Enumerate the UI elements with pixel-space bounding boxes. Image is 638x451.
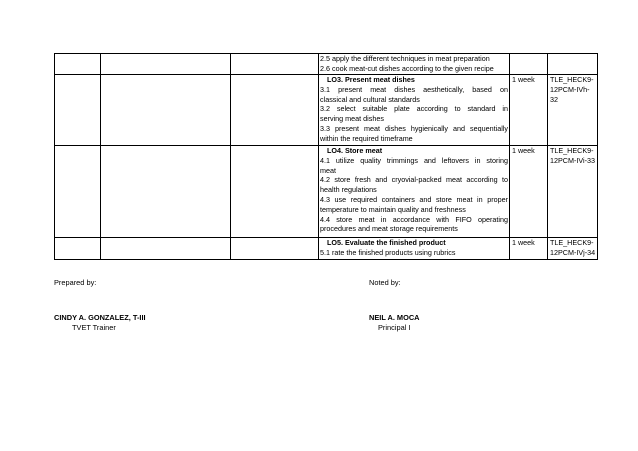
empty-cell: [55, 146, 101, 238]
code-line: TLE_HECK9-: [550, 238, 594, 247]
content-line: 4.4 store meat in accordance with FIFO operating: [320, 214, 508, 224]
code-line: 12PCM-IVj-34: [550, 247, 596, 257]
code-cell: [548, 238, 598, 260]
code-line: TLE_HECK9-: [550, 146, 594, 155]
noted-by-name: NEIL A. MOCA: [369, 313, 420, 322]
empty-cell: [101, 238, 231, 260]
lo-heading: LO5. Evaluate the finished product: [327, 238, 446, 247]
code-line: 12PCM-IVh-: [550, 84, 590, 94]
table-row: [55, 238, 598, 260]
content-line: 4.3 use required containers and store meat in proper: [320, 194, 508, 204]
content-line: 3.3 present meat dishes hygienically and sequentially: [320, 123, 508, 133]
duration-cell: [510, 146, 548, 238]
empty-cell: [231, 75, 319, 146]
content-line: 2.6 cook meat-cut dishes according to the given recipe: [320, 63, 494, 73]
code-cell: [548, 146, 598, 238]
empty-cell: [231, 54, 319, 75]
curriculum-table: [54, 53, 598, 260]
duration-cell: [510, 54, 548, 75]
lo-heading: LO4. Store meat: [327, 146, 383, 155]
content-line: 3.2 select suitable plate according to standard in: [320, 104, 508, 114]
content-cell: [319, 238, 510, 260]
code-line: TLE_HECK9-: [550, 75, 594, 84]
content-line: 5.1 rate the finished products using rubrics: [320, 247, 456, 257]
content-line: 4.2 store fresh and cryovial-packed meat according to: [320, 175, 508, 185]
content-line: serving meat dishes: [320, 114, 384, 124]
table-row: [55, 54, 598, 75]
prepared-by-label: Prepared by:: [54, 278, 97, 287]
duration: 1 week: [512, 238, 535, 247]
content-line: meat: [320, 165, 336, 175]
content-line: within the required timeframe: [320, 133, 413, 143]
code-cell: [548, 54, 598, 75]
empty-cell: [55, 54, 101, 75]
code-line: 32: [550, 94, 558, 104]
empty-cell: [55, 238, 101, 260]
prepared-by-title: TVET Trainer: [72, 323, 116, 332]
empty-cell: [231, 238, 319, 260]
empty-cell: [101, 146, 231, 238]
empty-cell: [101, 54, 231, 75]
empty-cell: [231, 146, 319, 238]
prepared-by-name: CINDY A. GONZALEZ, T-III: [54, 313, 146, 322]
content-line: procedures and meat storage requirements: [320, 224, 458, 234]
content-line: 2.5 apply the different techniques in meat preparation: [320, 54, 490, 63]
content-cell: [319, 54, 510, 75]
content-cell: [319, 146, 510, 238]
table-row: [55, 75, 598, 146]
empty-cell: [55, 75, 101, 146]
noted-by-label: Noted by:: [369, 278, 401, 287]
noted-by-title: Principal I: [378, 323, 411, 332]
duration-cell: [510, 238, 548, 260]
duration: 1 week: [512, 75, 535, 84]
code-cell: [548, 75, 598, 146]
code-line: 12PCM-IVi-33: [550, 155, 596, 165]
duration: 1 week: [512, 146, 535, 155]
content-cell: [319, 75, 510, 146]
content-line: 3.1 present meat dishes aesthetically, based on: [320, 84, 508, 94]
content-line: classical and cultural standards: [320, 94, 420, 104]
empty-cell: [101, 75, 231, 146]
content-line: temperature to maintain quality and freshness: [320, 204, 466, 214]
table-row: [55, 146, 598, 238]
duration-cell: [510, 75, 548, 146]
content-line: health regulations: [320, 185, 377, 195]
lo-heading: LO3. Present meat dishes: [327, 75, 415, 84]
content-line: 4.1 utilize quality trimmings and leftovers in storing: [320, 155, 508, 165]
